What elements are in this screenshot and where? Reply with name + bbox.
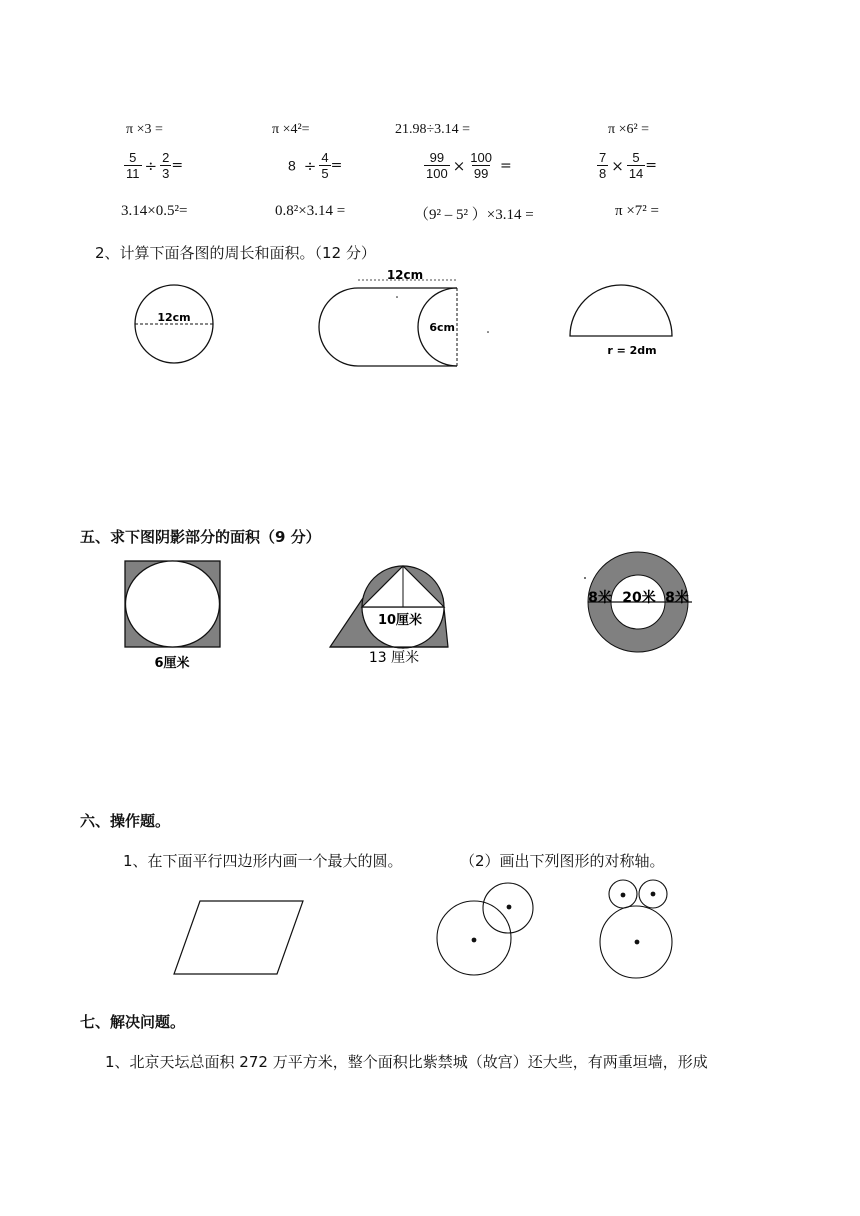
calc-pi-times-4-sq: π ×4²= [272, 122, 310, 137]
fig-label: 12cm [157, 311, 191, 324]
section-6-q1: 1、在下面平行四边形内画一个最大的圆。 [123, 852, 403, 870]
calc-pi-times-3: π ×3 = [126, 122, 163, 137]
fig-label: 10厘米 [377, 613, 423, 628]
section-2-title: 2、计算下面各图的周长和面积。（12 分） [95, 244, 376, 262]
dot-mark [584, 577, 586, 579]
fraction: $\frac{2}{3}$ [162, 150, 170, 181]
calc-fraction-1: $\frac{5}{11}$ ÷ $\frac{2}{3}$ = [126, 150, 184, 181]
ring-width-label: 8米 [588, 590, 612, 606]
left-semicircle [319, 288, 358, 366]
fig-label: 12cm [386, 268, 424, 282]
fig-label: 6cm [429, 321, 455, 334]
fraction: $\frac{5}{14}$ [628, 150, 644, 181]
calc-pi-times-6-sq: π ×6² = [608, 122, 650, 137]
fraction: $\frac{100}{99}$ [470, 150, 492, 181]
calc-0-8-sq-times: 0.8²×3.14 = [275, 203, 346, 219]
semicircle-shape [570, 285, 672, 336]
center-dot [635, 940, 640, 945]
fraction: $\frac{4}{5}$ [321, 150, 329, 181]
calc-3-14-times-0-5-sq: 3.14×0.5²= [121, 203, 188, 219]
center-dot [472, 938, 477, 943]
calc-pi-times-7-sq: π ×7² = [615, 203, 659, 219]
dot-mark [487, 331, 489, 333]
fig-label: 13 厘米 [368, 650, 420, 666]
ring-width-label: 8米 [665, 590, 689, 606]
section-5-figures [0, 550, 860, 680]
fraction: $\frac{7}{8}$ [599, 150, 607, 181]
center-dot [621, 893, 626, 898]
calc-division: 21.98÷3.14 = [395, 122, 471, 137]
center-dot [507, 905, 512, 910]
calc-fraction-4: $\frac{7}{8}$ × $\frac{5}{14}$ = [599, 150, 658, 181]
section-2-figures [0, 260, 860, 380]
section-7-title: 七、解决问题。 [80, 1013, 186, 1031]
center-dot [651, 892, 656, 897]
calc-difference-squares: （9² – 5² ）×3.14 = [414, 207, 534, 223]
section-5-title: 五、求下图阴影部分的面积（9 分） [80, 528, 321, 546]
section-7-q1: 1、北京天坛总面积 272 万平方米，整个面积比紫禁城（故宫）还大些，有两重垣墙，形成 [105, 1053, 708, 1071]
fraction: $\frac{5}{11}$ [126, 150, 140, 181]
inscribed-circle [126, 561, 220, 647]
calc-fraction-2: 8 ÷ $\frac{4}{5}$ = [288, 150, 343, 181]
inner-diameter-label: 20米 [622, 590, 656, 606]
fig-label: 6厘米 [154, 656, 190, 671]
calc-fraction-3: $\frac{99}{100}$ × $\frac{100}{99}$ = [426, 150, 512, 181]
fig-label: r = 2dm [607, 344, 657, 357]
section-6-figures [0, 870, 860, 985]
section-6-q2: （2）画出下列图形的对称轴。 [460, 852, 665, 870]
section-6-title: 六、操作题。 [80, 812, 171, 830]
fraction: $\frac{99}{100}$ [426, 150, 448, 181]
parallelogram-shape [174, 901, 303, 974]
dot-mark [396, 296, 398, 298]
